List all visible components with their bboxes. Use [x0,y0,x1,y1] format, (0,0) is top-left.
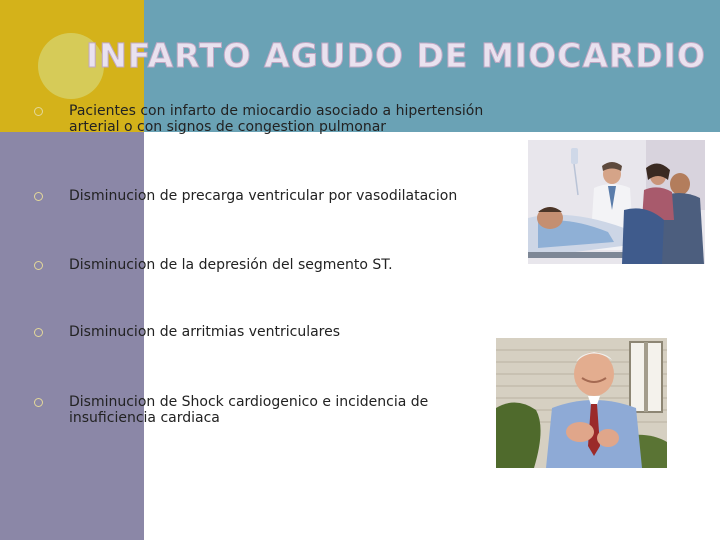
bullet-text: Disminucion de precarga ventricular por vasodilatacion [69,188,458,204]
chest-pain-image [496,338,667,468]
bullet-text: Disminucion de arritmias ventriculares [69,324,341,340]
slide-title: INFARTO AGUDO DE MIOCARDIO [86,36,707,75]
bullet-text: Disminucion de la depresión del segmento ST. [69,257,393,273]
bullet-text: Pacientes con infarto de miocardio asociado a hipertensión arterial o con signos de congestion pulmonar [69,103,484,135]
bullet-text: Disminucion de Shock cardiogenico e incidencia de insuficiencia cardiaca [69,394,429,426]
hospital-patient-photo [528,140,705,264]
hospital-scene-image [528,140,705,264]
chest-pain-man-photo [496,338,667,468]
